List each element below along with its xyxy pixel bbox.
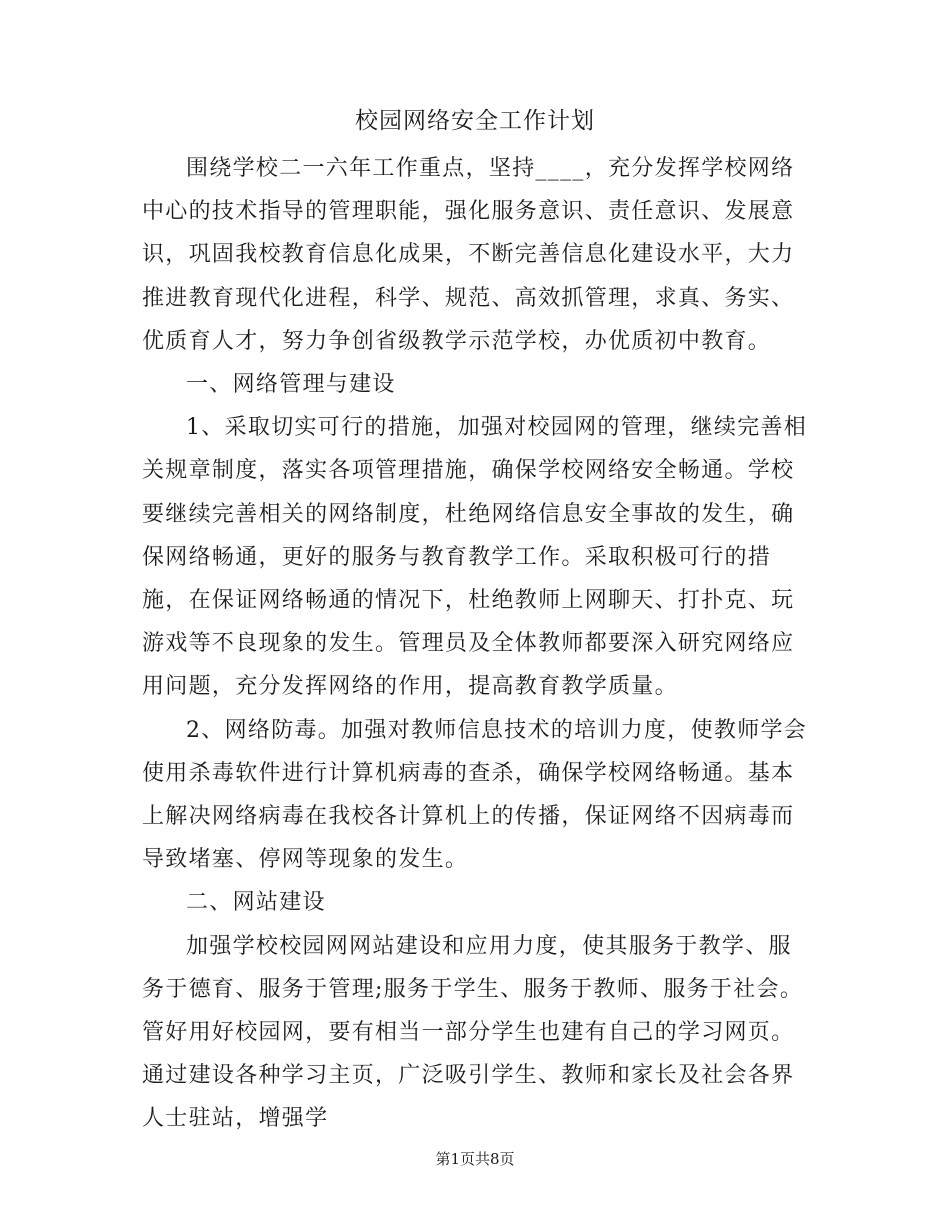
section-heading-network-management: 一、网络管理与建设 (186, 372, 396, 398)
document-body (142, 147, 810, 1141)
page-number: 第1页共8页 (435, 1150, 515, 1168)
paragraph-network-management: 1、采取切实可行的措施，加强对校园网的管理，继续完善相关规章制度，落实各项管理措施，确保学校网络安全畅通。学校要继续完善相关的网络制度，杜绝网络信息安全事故的发生，确保网络畅通，更好的服务与教育教学工作。采取积极可行的措施，在保证网络畅通的情况下，杜绝教师上网聊天、打扑克、玩游戏等不良现象的发生。管理员及全体教师都要深入研究网络应用问题，充分发挥网络的作用，提高教育教学质量。 (142, 415, 808, 700)
paragraph-antivirus: 2、网络防毒。加强对教师信息技术的培训力度，使教师学会使用杀毒软件进行计算机病毒的查杀，确保学校网络畅通。基本上解决网络病毒在我校各计算机上的传播，保证网络不因病毒而导致堵塞、停网等现象的发生。 (142, 717, 808, 873)
page-title: 校园网络安全工作计划 (355, 108, 595, 134)
paragraph-website: 加强学校校园网网站建设和应用力度，使其服务于教学、服务于德育、服务于管理;服务于学生、服务于教师、服务于社会。管好用好校园网，要有相当一部分学生也建有自己的学习网页。通过建设各种学习主页，广泛吸引学生、教师和家长及社会各界人士驻站，增强学 (142, 933, 804, 1132)
section-heading-website: 二、网站建设 (186, 890, 326, 916)
intro-paragraph: 围绕学校二一六年工作重点，坚持____，充分发挥学校网络中心的技术指导的管理职能，强化服务意识、责任意识、发展意识，巩固我校教育信息化成果，不断完善信息化建设水平，大力推进教育现代化进程，科学、规范、高效抓管理，求真、务实、优质育人才，努力争创省级教学示范学校，办优质初中教育。 (142, 156, 795, 354)
